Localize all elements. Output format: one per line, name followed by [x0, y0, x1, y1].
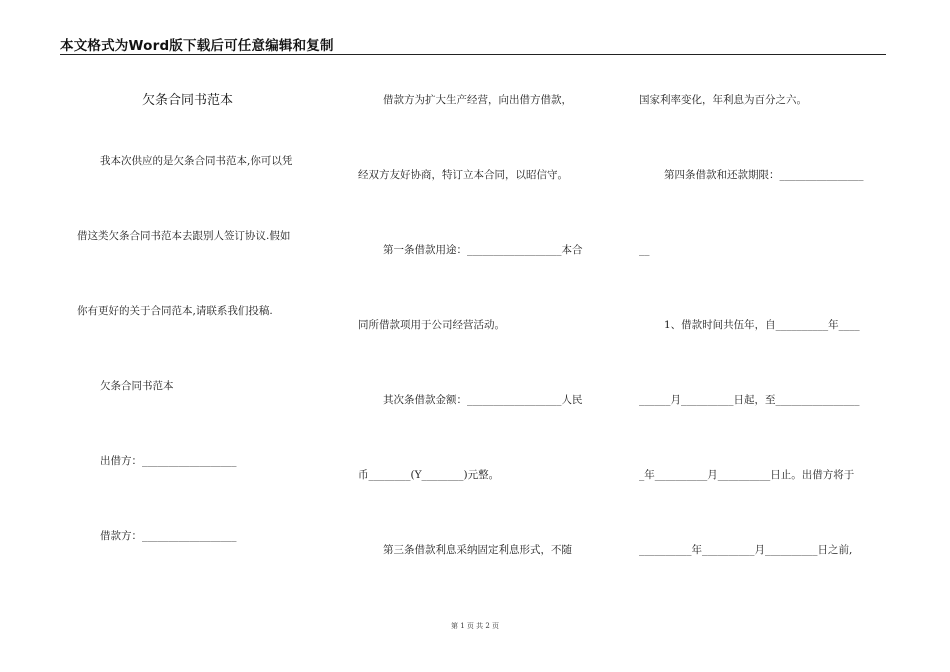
text-line: 借这类欠条合同书范本去跟别人签订协议.假如: [77, 230, 291, 242]
text-line: 同所借款项用于公司经营活动。: [358, 319, 505, 331]
text-line: __________年__________月__________日之前,: [639, 544, 853, 556]
text-line: 国家利率变化，年利息为百分之六。: [639, 94, 807, 106]
text-line: 借款方为扩大生产经营，向出借方借款，: [383, 94, 572, 106]
text-line: 币________(Y________)元整。: [358, 469, 500, 481]
clause-purpose: 第一条借款用途：__________________本合: [383, 244, 583, 256]
clause-term: 第四条借款和还款期限：________________: [664, 169, 864, 181]
text-line: ______月__________日起，至________________: [639, 394, 860, 406]
text-line: _年__________月__________日止。出借方将于: [639, 469, 855, 481]
text-line: __: [639, 244, 650, 256]
header-title: 本文格式为Word版下载后可任意编辑和复制: [60, 38, 334, 54]
page-header: [60, 34, 886, 55]
page-footer: 第 1 页 共 2 页: [450, 622, 500, 630]
text-line: 我本次供应的是欠条合同书范本,你可以凭: [100, 155, 293, 167]
clause-interest: 第三条借款利息采纳固定利息形式，不随: [383, 544, 572, 556]
lender-field: 出借方：__________________: [100, 455, 237, 467]
borrower-field: 借款方：__________________: [100, 530, 237, 542]
text-line: 你有更好的关于合同范本,请联系我们投稿.: [77, 305, 273, 317]
text-line: 1、借款时间共伍年，自__________年____: [664, 319, 860, 331]
clause-amount: 其次条借款金额：__________________人民: [383, 394, 583, 406]
text-line: 经双方友好协商，特订立本合同，以昭信守。: [358, 169, 568, 181]
section-heading: 欠条合同书范本: [100, 380, 174, 392]
document-title: 欠条合同书范本: [142, 93, 234, 108]
